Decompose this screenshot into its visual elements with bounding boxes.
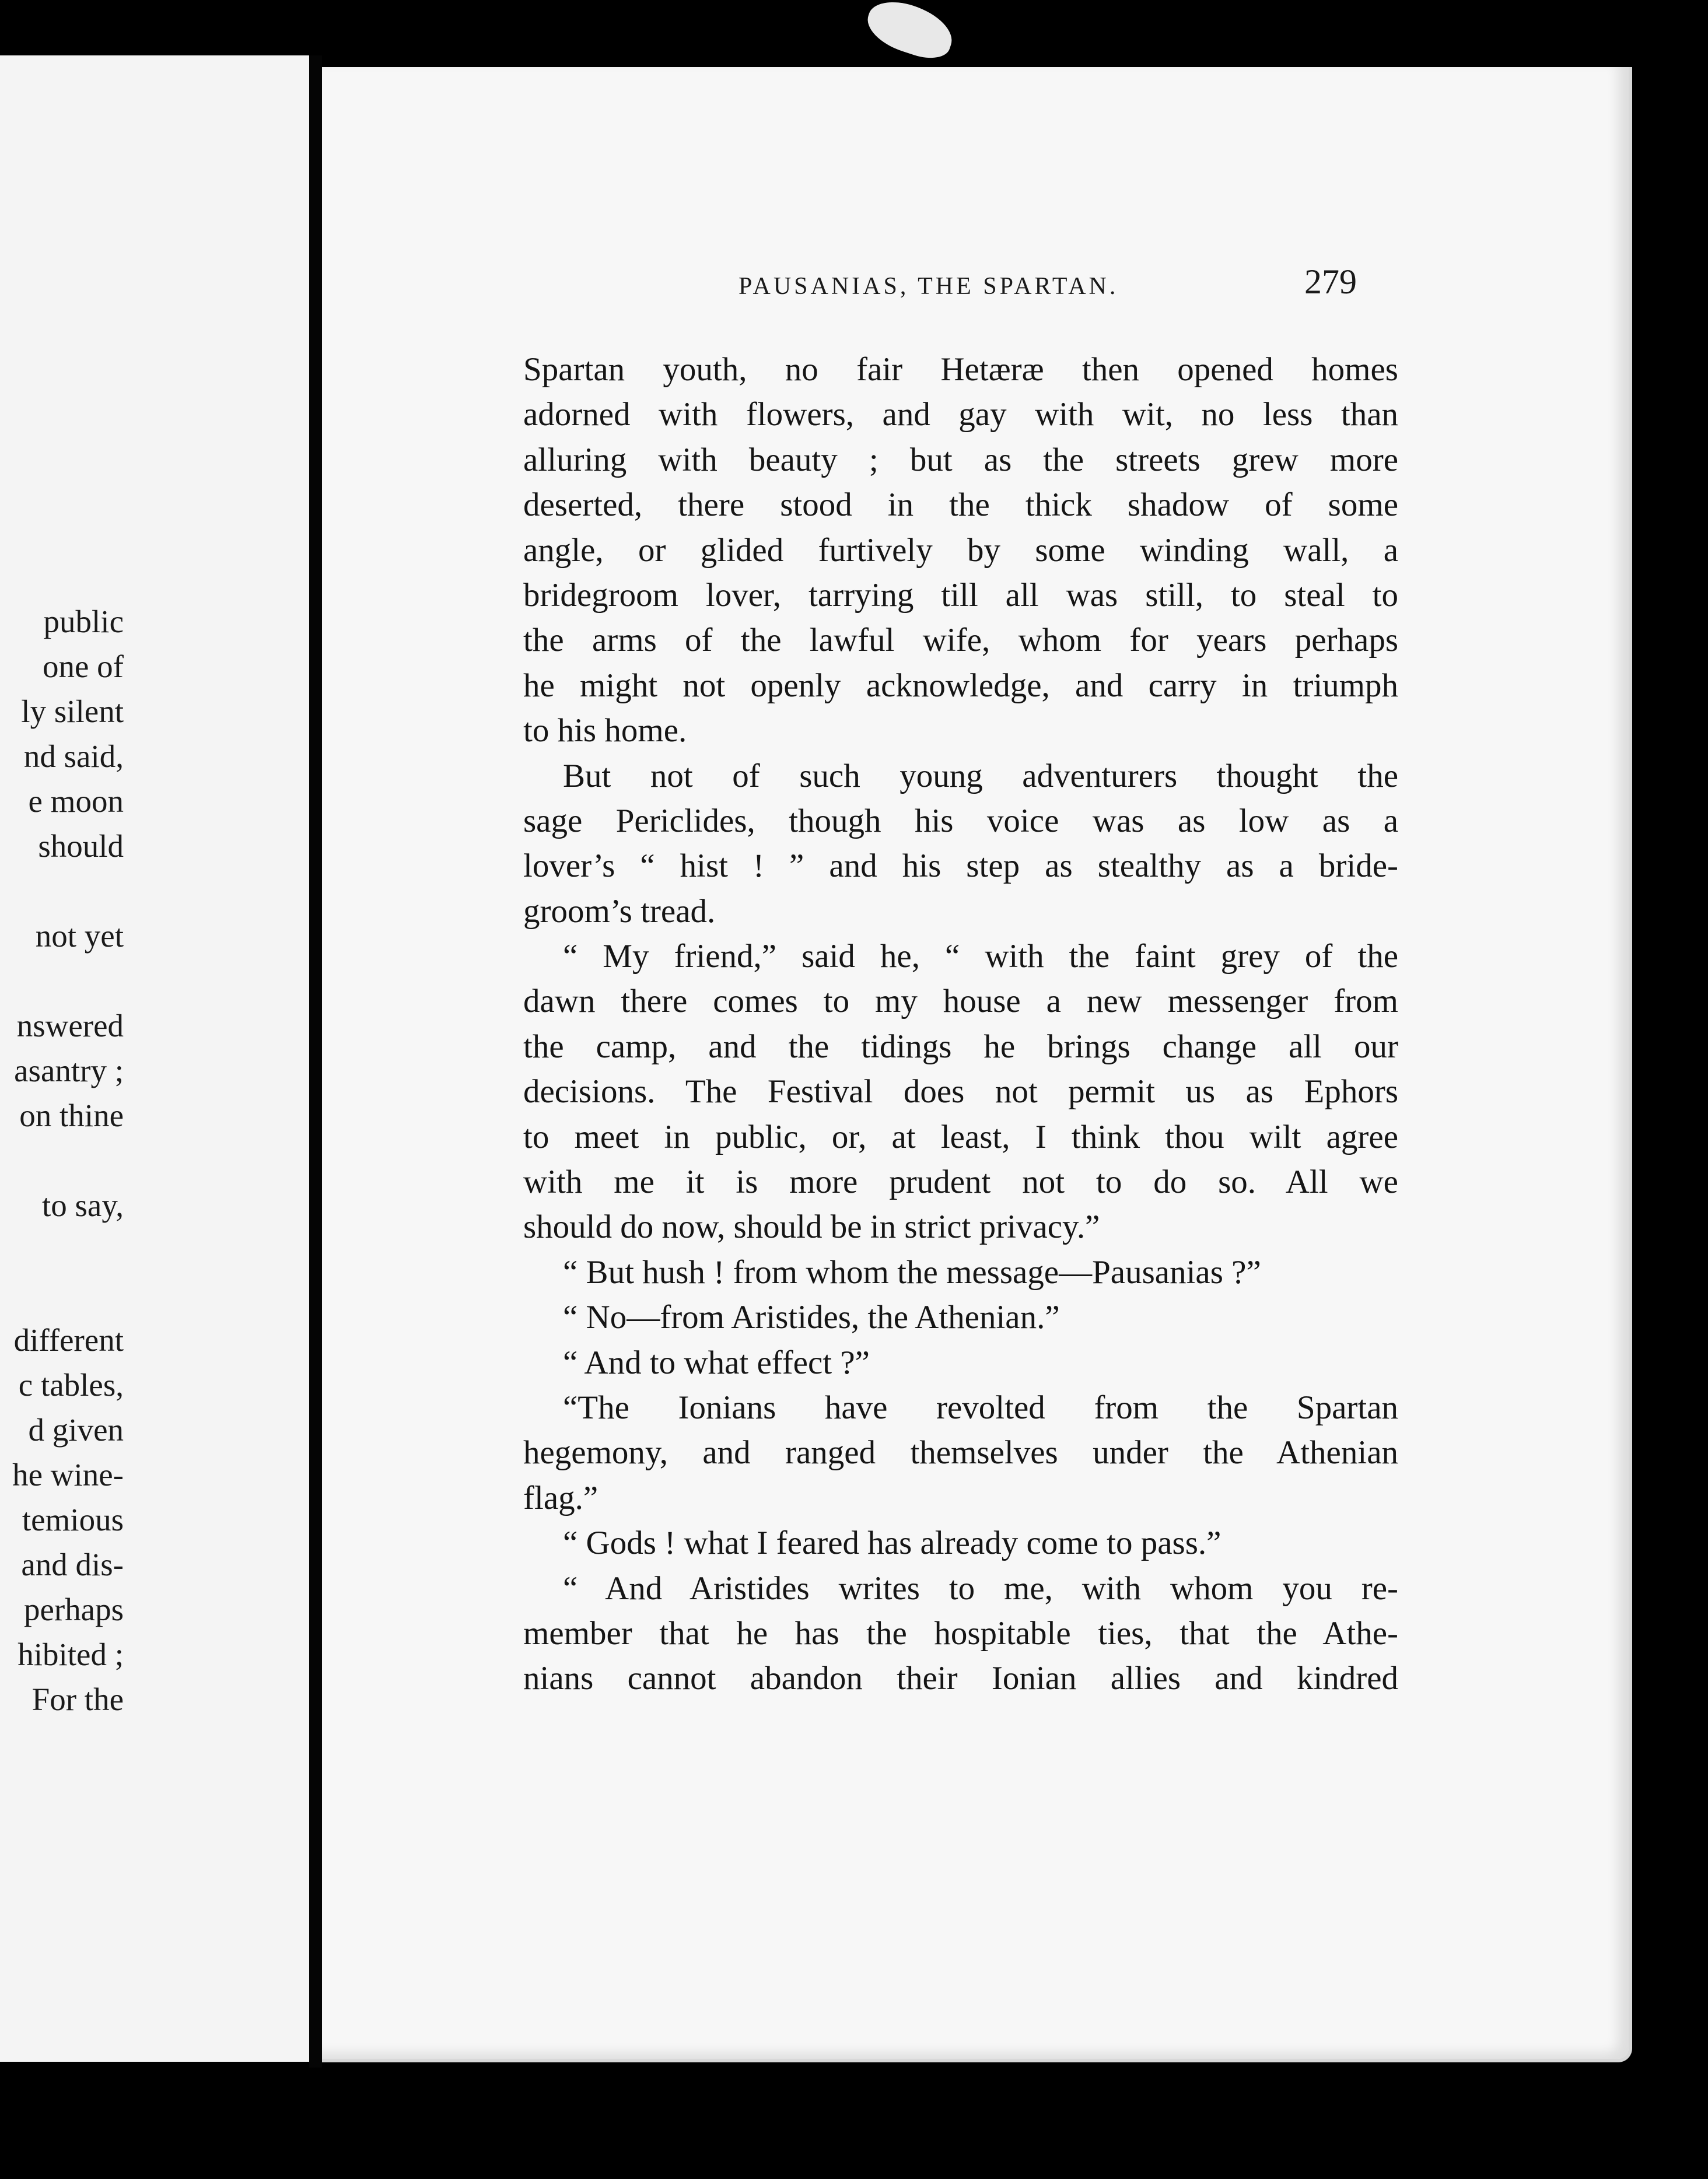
body-line: alluring with beauty ; but as the streets grew more bbox=[523, 441, 1398, 478]
body-line: “ But hush ! from whom the message—Pausanias ?” bbox=[563, 1253, 1261, 1291]
left-page-line: nd said, bbox=[23, 738, 124, 774]
body-line: deserted, there stood in the thick shadow of some bbox=[523, 486, 1398, 524]
body-line: dawn there comes to my house a new messenger from bbox=[523, 983, 1398, 1020]
left-page-line: e moon bbox=[28, 783, 124, 819]
body-line: But not of such young adventurers thought the bbox=[563, 757, 1398, 794]
left-page-line bbox=[0, 958, 124, 1003]
running-head: PAUSANIAS, THE SPARTAN. bbox=[738, 273, 1119, 300]
body-text bbox=[523, 347, 1398, 1701]
left-page-line: not yet bbox=[35, 918, 124, 954]
body-line: nians cannot abandon their Ionian allies and kindred bbox=[523, 1660, 1398, 1697]
right-page bbox=[322, 67, 1632, 2062]
left-page-line bbox=[0, 1273, 124, 1318]
left-page-line: d given bbox=[28, 1412, 124, 1448]
left-page-line: should bbox=[38, 828, 124, 864]
left-page-line: c tables, bbox=[18, 1367, 124, 1403]
left-page-line: and dis- bbox=[21, 1547, 124, 1582]
body-line: “ And to what effect ?” bbox=[563, 1344, 870, 1381]
body-line: hegemony, and ranged themselves under the Athenian bbox=[523, 1434, 1398, 1472]
left-page-line: asantry ; bbox=[14, 1053, 124, 1088]
left-page bbox=[0, 55, 309, 2062]
body-line: to meet in public, or, at least, I think thou wilt agree bbox=[523, 1118, 1398, 1155]
left-page-line: different bbox=[13, 1322, 124, 1358]
body-line: with me it is more prudent not to do so. All we bbox=[523, 1164, 1398, 1201]
body-line: the arms of the lawful wife, whom for years perhaps bbox=[523, 622, 1398, 659]
left-page-line: one of bbox=[43, 649, 124, 684]
body-line: “ No—from Aristides, the Athenian.” bbox=[563, 1299, 1060, 1336]
left-page-line: ly silent bbox=[21, 693, 124, 729]
left-page-line: public bbox=[43, 604, 124, 639]
body-line: to his home. bbox=[523, 712, 687, 749]
body-line: groom’s tread. bbox=[523, 892, 716, 930]
body-line: “ Gods ! what I feared has already come to pass.” bbox=[563, 1525, 1222, 1562]
body-line: sage Periclides, though his voice was as low as a bbox=[523, 802, 1398, 839]
body-line: “The Ionians have revolted from the Spartan bbox=[563, 1389, 1398, 1426]
left-page-line: he wine- bbox=[12, 1457, 124, 1493]
ink-blot bbox=[861, 0, 958, 65]
left-page-line bbox=[0, 868, 124, 913]
left-page-line: temious bbox=[22, 1502, 124, 1537]
body-line: member that he has the hospitable ties, that the Athe- bbox=[523, 1614, 1398, 1652]
body-line: the camp, and the tidings he brings change all our bbox=[523, 1028, 1398, 1065]
body-line: decisions. The Festival does not permit us as Ephors bbox=[523, 1073, 1398, 1110]
body-line: angle, or glided furtively by some winding wall, a bbox=[523, 531, 1398, 569]
left-page-line: perhaps bbox=[23, 1592, 124, 1627]
body-line: should do now, should be in strict privacy.” bbox=[523, 1208, 1100, 1246]
body-line: “ My friend,” said he, “ with the faint grey of the bbox=[563, 938, 1398, 975]
body-line: Spartan youth, no fair Hetæræ then opened homes bbox=[523, 351, 1398, 388]
left-page-line: to say, bbox=[41, 1187, 124, 1223]
body-line: flag.” bbox=[523, 1479, 598, 1516]
left-page-line bbox=[0, 1228, 124, 1273]
body-line: “ And Aristides writes to me, with whom you re- bbox=[563, 1570, 1398, 1607]
left-page-line: For the bbox=[32, 1681, 124, 1717]
left-page-line: hibited ; bbox=[18, 1637, 124, 1672]
left-page-line: on thine bbox=[19, 1098, 124, 1133]
body-line: lover’s “ hist ! ” and his step as stealthy as a bride- bbox=[523, 847, 1398, 885]
left-page-line: nswered bbox=[16, 1008, 124, 1043]
left-page-line bbox=[0, 1138, 124, 1183]
body-line: he might not openly acknowledge, and carry in triumph bbox=[523, 667, 1398, 704]
page-gutter bbox=[309, 55, 322, 2068]
left-page-text bbox=[0, 599, 124, 1722]
body-line: adorned with flowers, and gay with wit, no less than bbox=[523, 396, 1398, 433]
page-number: 279 bbox=[1304, 262, 1357, 301]
body-line: bridegroom lover, tarrying till all was still, to steal to bbox=[523, 576, 1398, 614]
